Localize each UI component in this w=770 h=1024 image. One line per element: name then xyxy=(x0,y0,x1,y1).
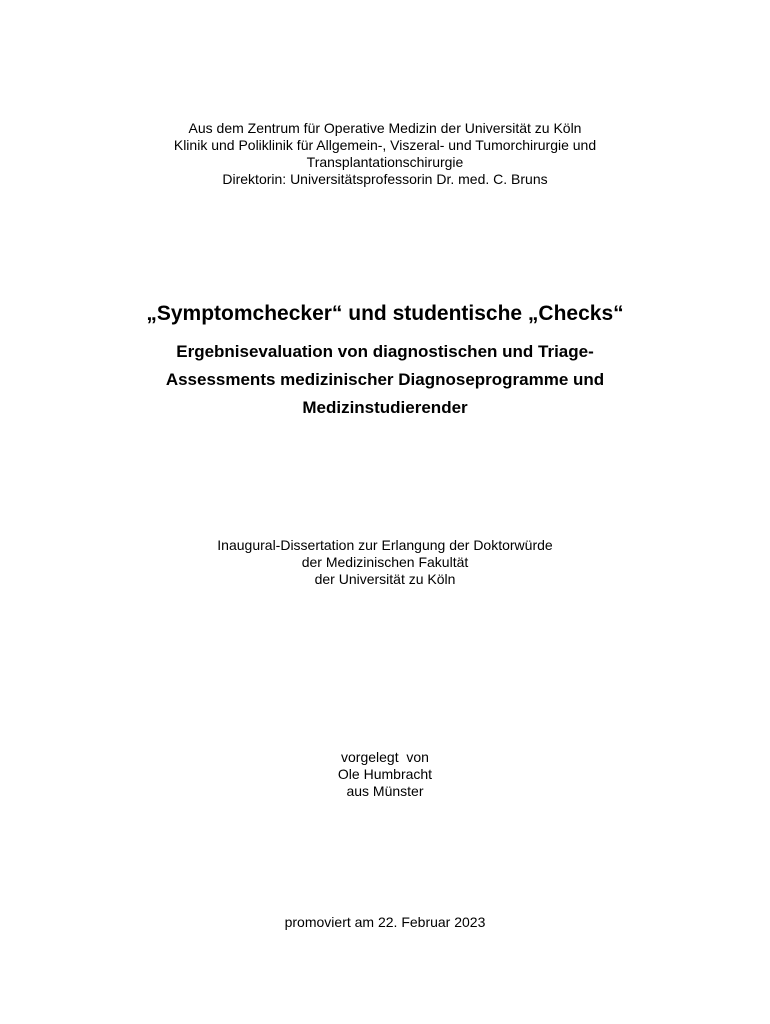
header-line-clinic: Klinik und Poliklinik für Allgemein-, Viszeral- und Tumorchirurgie und xyxy=(173,137,597,153)
promotion-date: promoviert am 22. Februar 2023 xyxy=(284,914,486,930)
thesis-subtitle xyxy=(0,338,770,422)
author-origin: aus Münster xyxy=(346,783,424,799)
subtitle-line-1: Ergebnisevaluation von diagnostischen und Triage- xyxy=(176,342,594,361)
author-name: Ole Humbracht xyxy=(337,766,433,782)
subtitle-line-3: Medizinstudierender xyxy=(302,398,468,417)
author-presented-by: vorgelegt von xyxy=(341,749,429,765)
institution-header xyxy=(0,120,770,188)
author-block xyxy=(0,749,770,800)
dissertation-line-2: der Medizinischen Fakultät xyxy=(301,554,469,570)
header-line-clinic-cont: Transplantationschirurgie xyxy=(306,154,464,170)
thesis-title: „Symptomchecker“ und studentische „Checks“ xyxy=(146,302,624,325)
header-line-center: Aus dem Zentrum für Operative Medizin der Universität zu Köln xyxy=(188,120,582,136)
header-line-director: Direktorin: Universitätsprofessorin Dr. med. C. Bruns xyxy=(222,171,548,187)
subtitle-line-2: Assessments medizinischer Diagnoseprogramme und xyxy=(165,370,605,389)
dissertation-line-1: Inaugural-Dissertation zur Erlangung der Doktorwürde xyxy=(217,537,553,553)
dissertation-statement xyxy=(0,537,770,588)
dissertation-line-3: der Universität zu Köln xyxy=(314,571,456,587)
